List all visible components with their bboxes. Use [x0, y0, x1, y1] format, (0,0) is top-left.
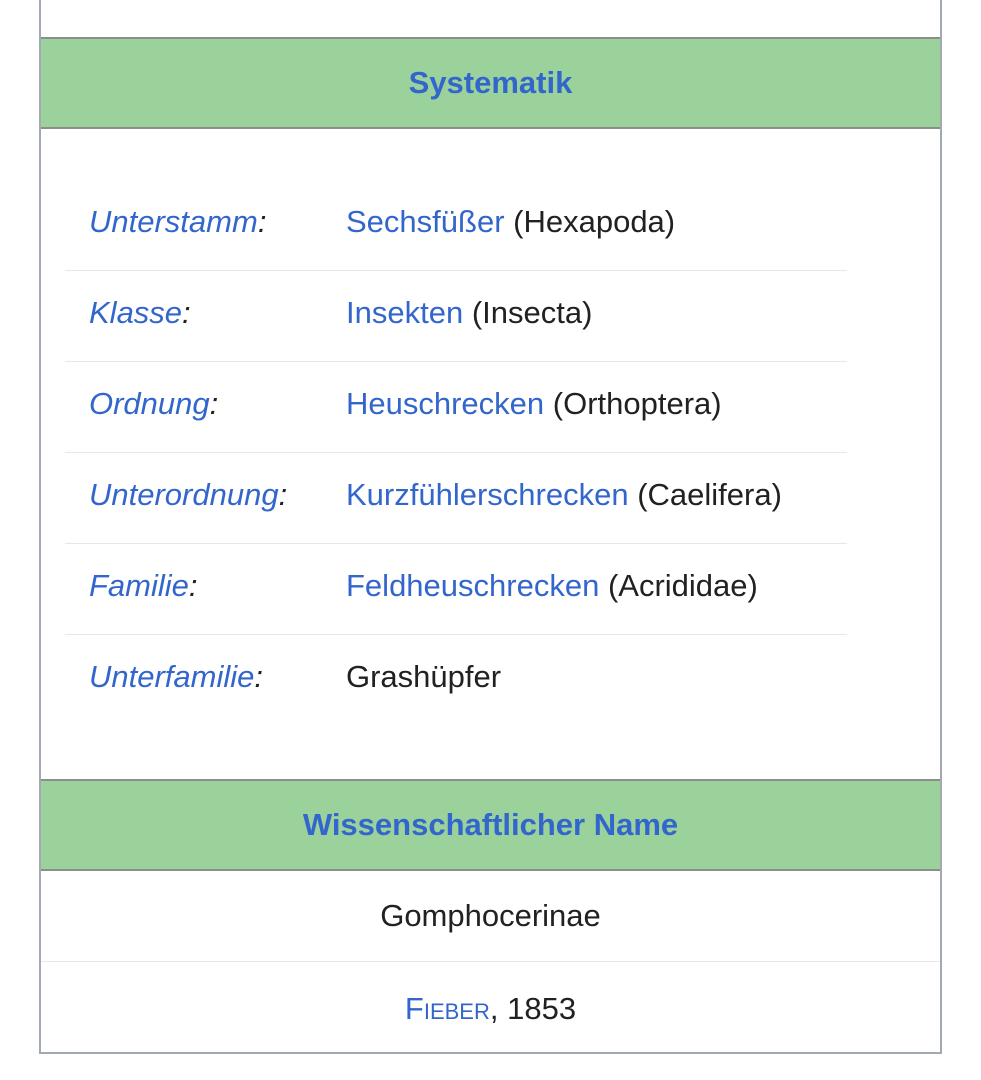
rank-label: Klasse: [89, 295, 191, 330]
taxon-link-sechsfuesser[interactable]: Sechsfüßer [346, 204, 505, 239]
systematik-header [41, 37, 940, 129]
author-row [41, 963, 940, 1054]
taxon-latin: (Acrididae) [607, 568, 758, 603]
scientific-name: Gomphocerinae [380, 898, 601, 933]
scientific-name-header [41, 779, 940, 871]
scientific-name-header-label: Wissenschaftlicher Name [302, 807, 679, 842]
systematik-header-label: Systematik [408, 65, 573, 100]
taxon-latin: (Caelifera) [637, 477, 782, 512]
rank-link-klasse[interactable]: Klasse [89, 295, 183, 330]
taxonomy-row-unterfamilie [65, 635, 847, 726]
taxonomy-row-familie [65, 544, 847, 635]
rank-label: Unterordnung: [89, 477, 288, 512]
rank-link-ordnung[interactable]: Ordnung [89, 386, 210, 421]
taxon-value [346, 295, 592, 331]
taxon-link-insekten[interactable]: Insekten [346, 295, 464, 330]
taxon-link-heuschrecken[interactable]: Heuschrecken [346, 386, 545, 421]
rank-label: Familie: [89, 568, 198, 603]
taxonomy-row-unterordnung [65, 453, 847, 544]
taxon-link-feldheuschrecken[interactable]: Feldheuschrecken [346, 568, 600, 603]
taxon-latin: (Insecta) [471, 295, 593, 330]
taxon-value [346, 568, 758, 604]
rank-link-unterstamm[interactable]: Unterstamm [89, 204, 258, 239]
scientific-name-row [41, 871, 940, 962]
taxonomy-table [65, 180, 847, 726]
taxon-value-current: Grashüpfer [346, 659, 502, 694]
taxonomy-row-unterstamm [65, 180, 847, 271]
taxon-value [346, 477, 782, 513]
author-year: , 1853 [489, 990, 577, 1026]
taxon-latin: (Orthoptera) [552, 386, 722, 421]
rank-label: Unterstamm: [89, 204, 267, 239]
taxonomy-row-ordnung [65, 362, 847, 453]
rank-link-unterfamilie[interactable]: Unterfamilie [89, 659, 255, 694]
rank-label: Ordnung: [89, 386, 219, 421]
rank-link-familie[interactable]: Familie [89, 568, 189, 603]
author-link[interactable]: Fieber [404, 990, 490, 1026]
taxon-value [346, 386, 722, 422]
taxonomy-row-klasse [65, 271, 847, 362]
taxon-link-kurzfuehlerschrecken[interactable]: Kurzfühlerschrecken [346, 477, 629, 512]
taxon-value [346, 204, 675, 240]
rank-link-unterordnung[interactable]: Unterordnung [89, 477, 279, 512]
rank-label: Unterfamilie: [89, 659, 264, 694]
taxon-latin: (Hexapoda) [513, 204, 676, 239]
taxobox [39, 0, 942, 1054]
